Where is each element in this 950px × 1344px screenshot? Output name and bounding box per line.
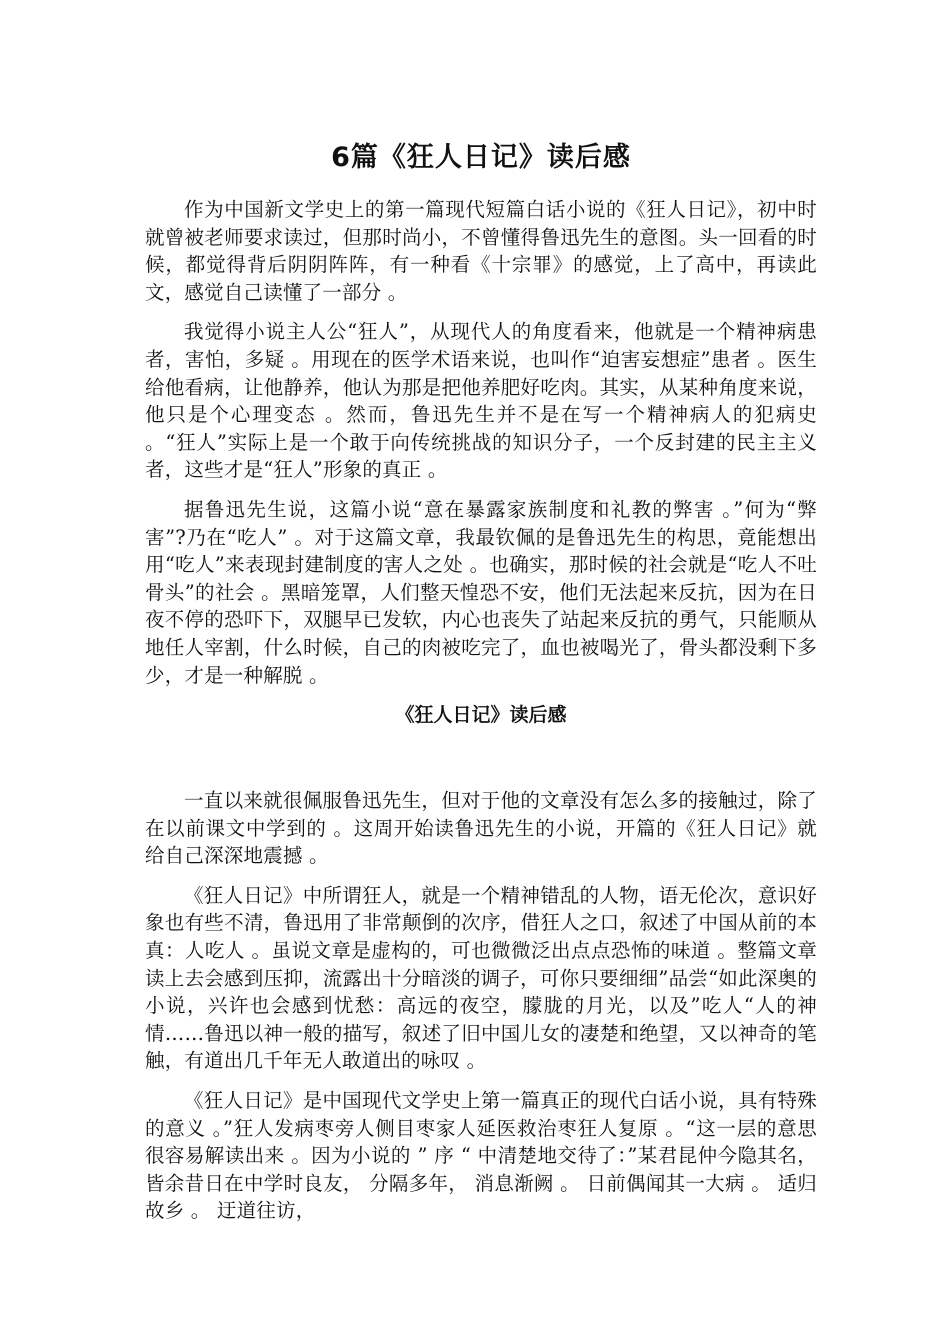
paragraph: 一直以来就很佩服鲁迅先生，但对于他的文章没有怎么多的接触过，除了在以前课文中学到的 。这周开始读鲁迅先生的小说，开篇的《狂人日记》就给自己深深地震撼 。 bbox=[145, 789, 817, 868]
document-page bbox=[145, 140, 817, 1237]
paragraph: 我觉得小说主人公“狂人”，从现代人的角度看来，他就是一个精神病患者，害怕，多疑 。用现在的医学术语来说，也叫作“迫害妄想症”患者 。医生给他看病，让他静养，他认为那是把他养肥好吃肉。其实，从某种角度来说，他只是个心理变态 。然而，鲁迅先生并不是在写一个精神病人的犯病史 。“狂人”实际上是一个敢于向传统挑战的知识分子，一个反封建的民主主义者，这些才是“狂人”形象的真正 。 bbox=[145, 320, 817, 482]
paragraph: 据鲁迅先生说，这篇小说“意在暴露家族制度和礼教的弊害 。”何为“弊害”?乃在“吃人” 。对于这篇文章，我最钦佩的是鲁迅先生的构思，竟能想出用“吃人”来表现封建制度的害人之处 。也确实，那时候的社会就是“吃人不吐骨头”的社会 。黑暗笼罩，人们整天惶恐不安，他们无法起来反抗，因为在日夜不停的恐吓下，双腿早已发软，内心也丧失了站起来反抗的勇气，只能顺从地任人宰割，什么时候，自己的肉被吃完了，血也被喝光了，骨头都没剩下多少，才是一种解脱 。 bbox=[145, 497, 817, 687]
document-title: 6篇《狂人日记》读后感 bbox=[331, 142, 631, 173]
paragraph: 《狂人日记》中所谓狂人，就是一个精神错乱的人物，语无伦次，意识好象也有些不清，鲁迅用了非常颠倒的次序，借狂人之口，叙述了中国从前的本真：人吃人 。虽说文章是虚构的，可也微微泛出点点恐怖的味道 。整篇文章读上去会感到压抑，流露出十分暗淡的调子，可你只要细细”品尝“如此深奥的小说，兴许也会感到忧愁：高远的夜空，朦胧的月光，以及”吃人“人的神情……鲁迅以神一般的描写，叙述了旧中国儿女的凄楚和绝望，又以神奇的笔触，有道出几千年无人敢道出的咏叹 。 bbox=[145, 883, 817, 1073]
paragraph: 作为中国新文学史上的第一篇现代短篇白话小说的《狂人日记》，初中时就曾被老师要求读过，但那时尚小，不曾懂得鲁迅先生的意图。头一回看的时候，都觉得背后阴阴阵阵，有一种看《十宗罪》的感觉，上了高中，再读此文，感觉自己读懂了一部分 。 bbox=[145, 198, 817, 304]
section-title: 《狂人日记》读后感 bbox=[395, 704, 567, 727]
paragraph: 《狂人日记》是中国现代文学史上第一篇真正的现代白话小说，具有特殊的意义 。”狂人发病枣旁人侧目枣家人延医救治枣狂人复原 。“这一层的意思很容易解读出来 。因为小说的 ” 序 “ 中清楚地交待了：”某君昆仲今隐其名， 皆余昔日在中学时良友， 分隔多年， 消息渐阙 。 日前偶闻其一大病 。 适归故乡 。 迂道往访， bbox=[145, 1089, 817, 1223]
